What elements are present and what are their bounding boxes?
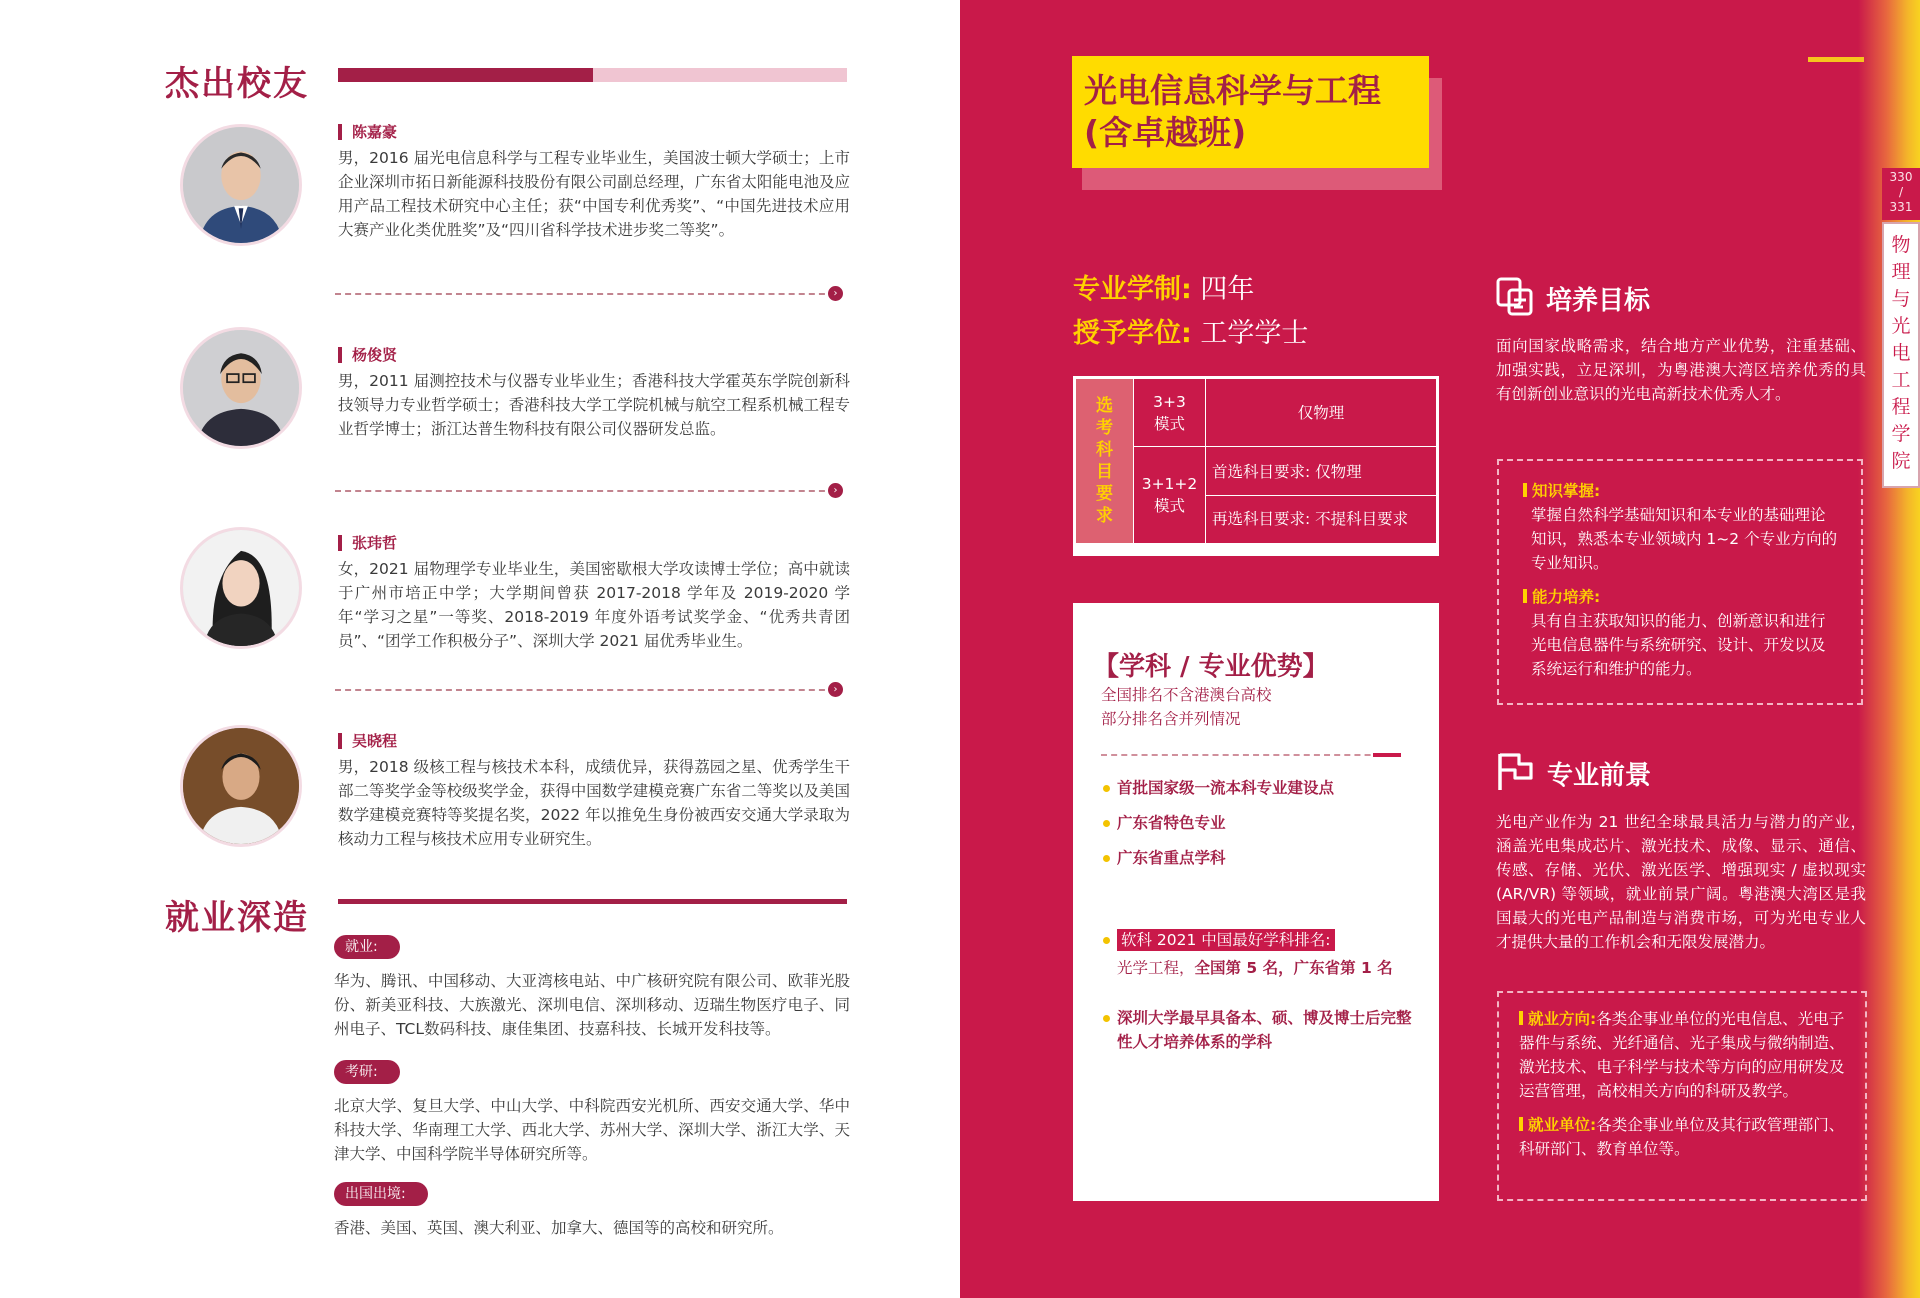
dashed-divider [335,490,835,492]
bullet-dot [1103,820,1110,827]
page-number-separator: / [1898,185,1904,199]
ability-label: 能力培养: [1532,588,1601,606]
alumni-photo [180,725,302,847]
major-title-box [1072,56,1429,168]
alumni-name: 陈嘉豪 [338,124,397,140]
advantage-dashed-line [1101,754,1401,756]
employer-label: 就业单位: [1528,1116,1597,1134]
employment-pill: 就业: [334,935,400,959]
major-title-line2: (含卓越班) [1084,113,1247,152]
target-document-icon [1495,276,1537,318]
ranking-label: 软科 2021 中国最好学科排名: [1117,929,1335,951]
chevron-right-icon: › [828,682,843,697]
page-number [1882,168,1920,220]
goal-title: 培养目标 [1546,286,1651,316]
bullet-dot [1103,855,1110,862]
degree-label: 授予学位: [1073,318,1192,349]
subject-requirement-table [1073,376,1439,556]
knowledge-label: 知识掌握: [1532,482,1601,500]
accent-line [1808,57,1864,62]
ranking-prefix: 光学工程， [1117,959,1195,977]
advantage-note-2: 部分排名含并列情况 [1101,710,1241,728]
postgraduate-text: 北京大学、复旦大学、中山大学、中科院西安光机所、西安交通大学、华中科技大学、华南理工大学、西北大学、苏州大学、深圳大学、浙江大学、天津大学、中国科学院半导体研究所等。 [334,1097,850,1163]
flag-icon [1495,750,1537,792]
advantage-item: 首批国家级一流本科专业建设点 [1117,779,1335,797]
advantage-card [1073,603,1439,1201]
subject-requirement-side-label: 选考科目要求 [1076,379,1134,544]
mode-3-3-requirement: 仅物理 [1206,379,1437,447]
goal-text: 面向国家战略需求，结合地方产业优势，注重基础、加强实践，立足深圳，为粤港澳大湾区培养优秀的具有创新创业意识的光电高新技术优秀人才。 [1496,337,1866,403]
alumni-name: 吴晓程 [338,733,397,749]
mode-3-3: 3+3 模式 [1134,379,1206,447]
duration-value: 四年 [1200,274,1255,305]
ranking-line [1117,956,1417,980]
alumni-item [180,327,850,457]
alumni-section-title: 杰出校友 [165,64,309,104]
alumni-description: 男，2016 届光电信息科学与工程专业毕业生，美国波士顿大学硕士；上市企业深圳市拓日新能源科技股份有限公司副总经理，广东省太阳能电池及应用产品工程技术研究中心主任；获“中国专利优秀奖”、“中国先进技术应用大赛产业化类优胜奖”及“四川省科学技术进步奖二等奖”。 [338,149,850,239]
abroad-text: 香港、美国、英国、澳大利亚、加拿大、德国等的高校和研究所。 [334,1219,784,1237]
advantage-line-accent [1373,753,1401,757]
bullet-dot [1103,1015,1110,1022]
college-vertical-tab [1882,222,1920,488]
bullet-dot [1103,785,1110,792]
alumni-description: 男，2011 届测控技术与仪器专业毕业生；香港科技大学霍英东学院创新科技领导力专业哲学硕士；香港科技大学工学院机械与航空工程系机械工程专业哲学博士；浙江达普生物科技有限公司仪器研发总监。 [338,372,850,438]
alumni-name: 杨俊贤 [338,347,397,363]
advantage-item: 广东省特色专业 [1117,814,1226,832]
degree-value: 工学学士 [1200,318,1309,349]
alumni-description: 女，2021 届物理学专业毕业生，美国密歇根大学攻读博士学位；高中就读于广州市培正中学；大学期间曾获 2017-2018 学年及 2019-2020 学年“学习之星”一等奖、2018-2019 年度外语考试奖学金、“优秀共青团员”、“团学工作积极分子”、深圳大学 2021 届优秀毕业生。 [338,560,850,650]
employment-title-bar [338,899,847,904]
career-direction-text: 各类企事业单位的光电信息、光电子器件与系统、光纤通信、光子集成与微纳制造、激光技术、电子科学与技术等方向的应用研发及运营管理，高校相关方向的科研及教学。 [1519,1010,1845,1100]
dashed-divider [335,293,835,295]
page-number-top: 330 [1889,170,1913,184]
ranking-value: 全国第 5 名，广东省第 1 名 [1194,959,1393,977]
page-number-bottom: 331 [1889,200,1913,214]
advantage-item-last: 深圳大学最早具备本、硕、博及博士后完整性人才培养体系的学科 [1117,1009,1412,1051]
chevron-right-icon: › [828,483,843,498]
degree-row [1073,317,1308,351]
knowledge-text: 掌握自然科学基础知识和本专业的基础理论知识，熟悉本专业领域内 1~2 个专业方向的专业知识。 [1531,506,1838,572]
abroad-pill: 出国出境: [334,1182,428,1206]
advantage-item: 广东省重点学科 [1117,849,1226,867]
alumni-item [180,527,850,667]
career-direction-label: 就业方向: [1528,1010,1597,1028]
ability-text: 具有自主获取知识的能力、创新意识和进行光电信息器件与系统研究、设计、开发以及系统运行和维护的能力。 [1531,612,1826,678]
advantage-title: 【学科 / 专业优势】 [1093,652,1329,682]
bullet-dot [1103,937,1110,944]
mode-3-1-2-requirements [1206,447,1437,544]
prospect-detail-box [1497,991,1867,1201]
chevron-right-icon: › [828,286,843,301]
goal-detail-box [1497,459,1863,705]
alumni-photo [180,327,302,449]
alumni-item [180,725,850,855]
prospect-title: 专业前景 [1547,761,1652,791]
dashed-divider [335,689,835,691]
duration-row [1073,273,1254,307]
duration-label: 专业学制: [1073,274,1192,305]
alumni-item [180,124,850,274]
postgraduate-pill: 考研: [334,1060,400,1084]
alumni-title-bar-dark [338,68,593,82]
college-name: 物理与光电工程学院 [1891,234,1911,472]
second-choice-requirement: 再选科目要求: 不提科目要求 [1212,509,1409,528]
alumni-name: 张玮哲 [338,535,397,551]
employment-section-title: 就业深造 [165,898,309,938]
alumni-title-bar-light [593,68,847,82]
mode-3-1-2: 3+1+2 模式 [1134,447,1206,544]
first-choice-requirement: 首选科目要求: 仅物理 [1206,448,1436,496]
major-title-line1: 光电信息科学与工程 [1084,71,1381,110]
alumni-photo [180,527,302,649]
employer-text: 各类企事业单位及其行政管理部门、科研部门、教育单位等。 [1519,1116,1845,1158]
prospect-text: 光电产业作为 21 世纪全球最具活力与潜力的产业， 涵盖光电集成芯片、激光技术、成像、显示、通信、传感、存储、光伏、激光医学、增强现实 / 虚拟现实 (AR/VR) 等领域，就业前景广阔。粤港澳大湾区是我国最大的光电产品制造与消费市场，可为光电专业人才提供大量的工作机会和无限发展潜力。 [1496,813,1866,951]
alumni-photo [180,124,302,246]
alumni-description: 男，2018 级核工程与核技术本科，成绩优异，获得荔园之星、优秀学生干部二等奖学金等校级奖学金，获得中国数学建模竞赛广东省二等奖以及美国数学建模竞赛特等奖提名奖，2022 年以推免生身份被西安交通大学录取为核动力工程与核技术应用专业研究生。 [338,758,850,848]
employment-text: 华为、腾讯、中国移动、大亚湾核电站、中广核研究院有限公司、欧菲光股份、新美亚科技、大族激光、深圳电信、深圳移动、迈瑞生物医疗电子、同州电子、TCL数码科技、康佳集团、技嘉科技、长城开发科技等。 [334,972,850,1038]
advantage-note-1: 全国排名不含港澳台高校 [1101,686,1272,704]
